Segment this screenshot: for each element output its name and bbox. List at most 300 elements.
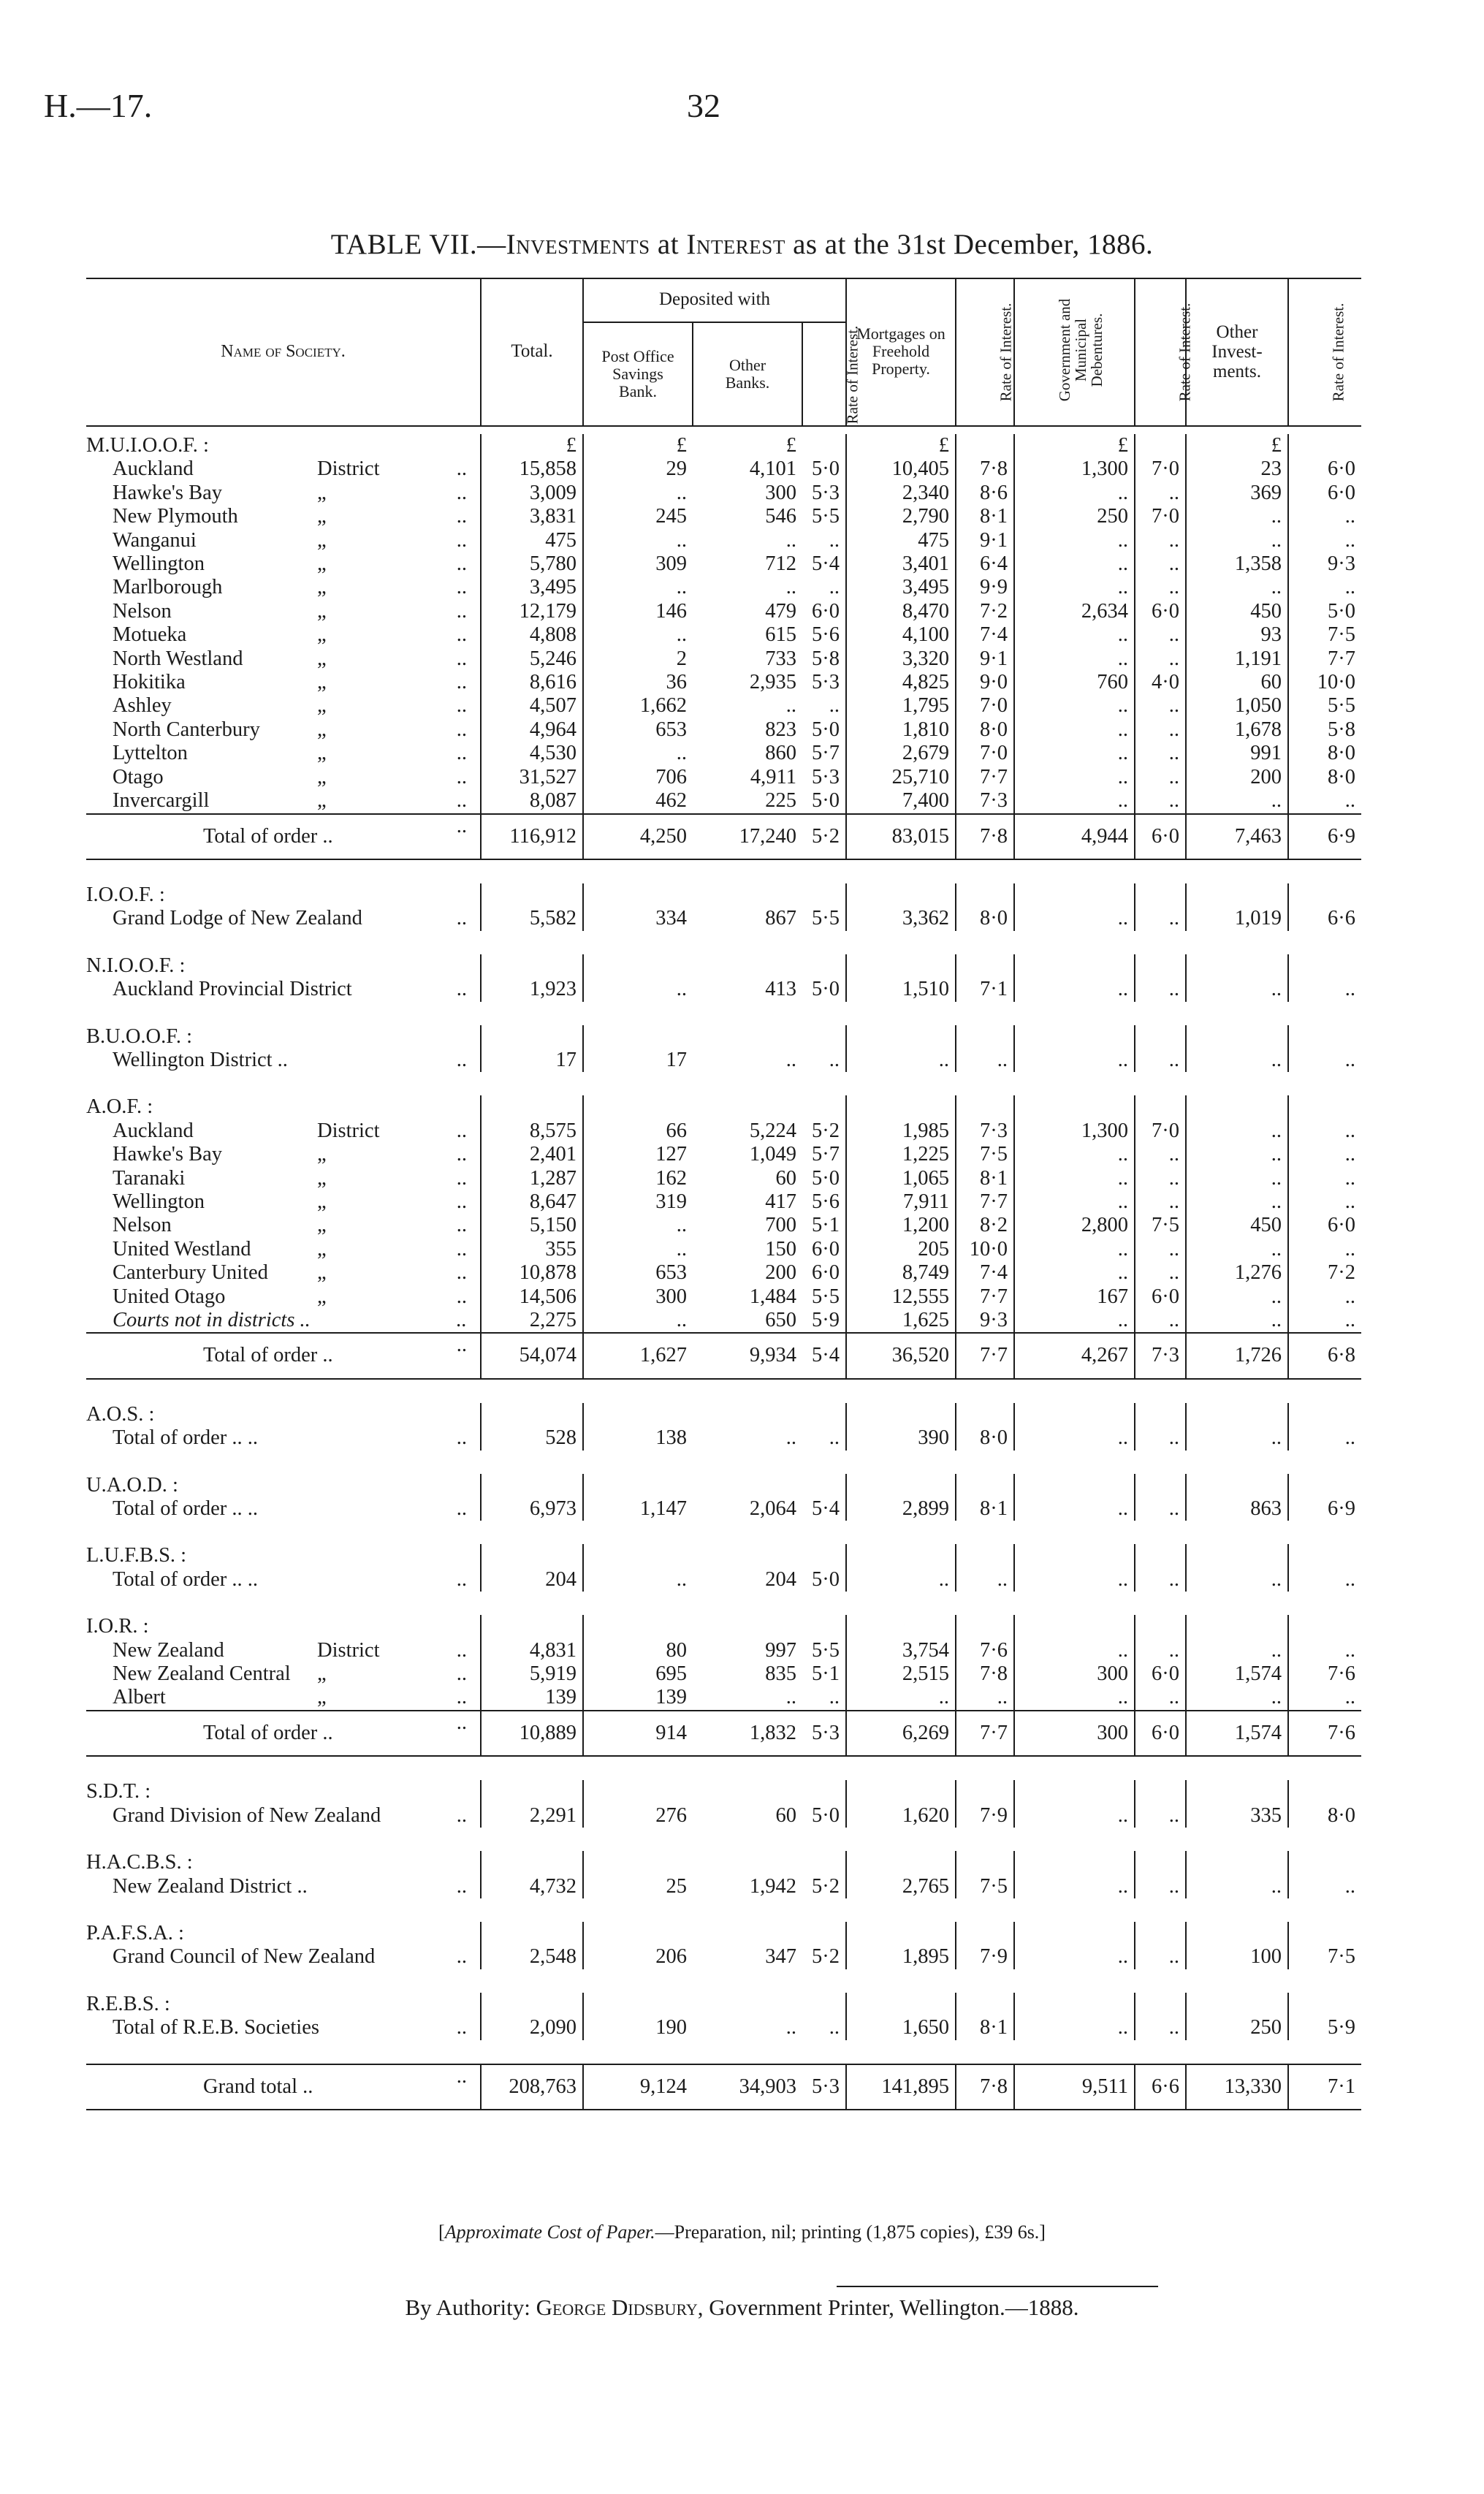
value-cell: 9·1 [956, 529, 1014, 552]
currency-cell: £ [1014, 434, 1135, 457]
value-cell: .. [1014, 1143, 1135, 1166]
value-cell: 5·0 [802, 978, 846, 1001]
col-post-office-header: Post Office Savings Bank. [583, 322, 693, 426]
value-cell: .. [1344, 789, 1355, 813]
value-cell: .. [1344, 1638, 1355, 1662]
value-cell: 7·7 [956, 1285, 1014, 1309]
table-row [86, 1143, 1361, 1166]
value-cell: 8·1 [956, 505, 1014, 528]
value-cell: 7·5 [1135, 1214, 1186, 1237]
value-cell: 7·6 [956, 1639, 1014, 1662]
value-cell: 3,831 [481, 505, 583, 528]
value-cell: 5,582 [481, 907, 583, 930]
row-label: New Zealand Central „ .. [86, 1662, 481, 1686]
group-name: S.D.T. : [86, 1780, 481, 1803]
value-cell: 7·1 [956, 978, 1014, 1001]
value-cell: 5·1 [802, 1662, 846, 1686]
group-header-row [86, 1851, 1361, 1874]
value-cell: .. [802, 1426, 846, 1450]
value-cell: .. [676, 1214, 687, 1237]
value-cell: 8·0 [1328, 765, 1355, 788]
table-row [86, 978, 1361, 1001]
value-cell: 60 [775, 1166, 796, 1190]
value-cell: 14,506 [481, 1285, 583, 1309]
grand-total-cell: 13,330 [1186, 2064, 1288, 2110]
total-cell: 7·6 [1288, 1711, 1361, 1756]
group-name: A.O.F. : [86, 1095, 481, 1119]
value-cell: .. [1344, 576, 1355, 599]
total-cell: 83,015 [846, 814, 956, 859]
value-cell: 205 [846, 1238, 956, 1261]
total-cell: 17,240 [693, 814, 802, 859]
value-cell: .. [1344, 1143, 1355, 1166]
value-cell: 36 [666, 671, 687, 694]
group-header-row [86, 1993, 1361, 2016]
value-cell: 7·2 [1328, 1261, 1355, 1285]
value-cell: 3,495 [846, 576, 956, 599]
row-suffix: „ [317, 1261, 327, 1285]
value-cell: 2,340 [846, 482, 956, 505]
row-label: Auckland District .. [86, 1119, 481, 1143]
value-cell: .. [1135, 978, 1186, 1001]
value-cell: .. [1014, 647, 1135, 671]
col-deposit-rate-header: Rate of Interest. [802, 322, 846, 426]
table-row [86, 671, 1361, 694]
value-cell: .. [676, 481, 687, 504]
value-cell: 1,147 [639, 1497, 687, 1521]
value-cell: 1,019 [1186, 907, 1288, 930]
value-cell: .. [1014, 694, 1135, 718]
value-cell: 3,401 [846, 552, 956, 576]
value-cell: 5·2 [802, 1119, 846, 1143]
value-cell: 200 [765, 1261, 796, 1285]
value-cell: 1,574 [1186, 1662, 1288, 1686]
value-cell: 1,065 [846, 1167, 956, 1190]
total-cell: 116,912 [481, 814, 583, 859]
group-name: R.E.B.S. : [86, 1993, 481, 2016]
value-cell: 9·3 [956, 1309, 1014, 1333]
value-cell: 12,555 [846, 1285, 956, 1309]
value-cell: 334 [655, 907, 687, 930]
value-cell: .. [1014, 529, 1135, 552]
currency-cell: £ [846, 434, 956, 457]
value-cell: 2,291 [481, 1804, 583, 1828]
value-cell: 7·9 [956, 1945, 1014, 1969]
total-cell: 9,934 [693, 1333, 802, 1378]
total-label: Total of order .. .. [86, 1711, 481, 1756]
value-cell: 5·3 [802, 766, 846, 789]
value-cell: .. [1186, 1190, 1288, 1214]
value-cell: .. [1135, 623, 1186, 647]
value-cell: 7·5 [1328, 1945, 1355, 1969]
value-cell: .. [1135, 789, 1186, 813]
value-cell: 706 [655, 765, 687, 788]
value-cell: 1,795 [846, 694, 956, 718]
table-body [86, 434, 1361, 2110]
row-suffix: „ [317, 552, 327, 576]
table-row [86, 600, 1361, 623]
group-name: P.A.F.S.A. : [86, 1922, 481, 1945]
row-suffix: „ [317, 789, 327, 813]
value-cell: 2,634 [1014, 600, 1135, 623]
row-label: New Plymouth „ .. [86, 505, 481, 528]
value-cell: 615 [765, 623, 796, 647]
table-row [86, 576, 1361, 599]
currency-cell: £ [1186, 434, 1288, 457]
group-name: I.O.O.F. : [86, 883, 481, 907]
value-cell: .. [1014, 1686, 1135, 1710]
value-cell: 7·0 [956, 742, 1014, 765]
table-row [86, 907, 1361, 930]
authority-rule [837, 2286, 1158, 2287]
value-cell: .. [1014, 2016, 1135, 2039]
row-label: Auckland Provincial District .. [86, 978, 481, 1001]
row-suffix: „ [317, 576, 327, 599]
value-cell: .. [1186, 978, 1288, 1001]
col-other-invest-header: Other Invest- ments. [1186, 278, 1288, 426]
value-cell: .. [785, 1426, 796, 1450]
value-cell: .. [785, 2016, 796, 2039]
currency-cell [1288, 434, 1361, 457]
row-suffix: „ [317, 505, 327, 528]
value-cell: 162 [655, 1166, 687, 1190]
value-cell: 139 [481, 1686, 583, 1710]
value-cell: .. [802, 529, 846, 552]
value-cell: 823 [765, 718, 796, 741]
total-cell: 5·3 [802, 1711, 846, 1756]
total-cell: 5·2 [802, 814, 846, 859]
value-cell: .. [1186, 1875, 1288, 1898]
value-cell: .. [1014, 907, 1135, 930]
currency-cell: £ [785, 434, 796, 457]
value-cell: 413 [765, 978, 796, 1001]
value-cell: 7·6 [1328, 1662, 1355, 1686]
col-mortgage-rate-header: Rate of Interest. [956, 278, 1014, 426]
value-cell: 8·2 [956, 1214, 1014, 1237]
value-cell: 5·0 [802, 1568, 846, 1592]
value-cell: 7·5 [956, 1875, 1014, 1898]
value-cell: .. [802, 1049, 846, 1072]
value-cell: 7·3 [956, 789, 1014, 813]
row-suffix: „ [317, 1285, 327, 1308]
total-cell: 54,074 [481, 1333, 583, 1378]
currency-cell [802, 434, 846, 457]
total-cell: 7,463 [1186, 814, 1288, 859]
value-cell: .. [1186, 1049, 1288, 1072]
row-label: Auckland District .. [86, 457, 481, 481]
value-cell: .. [1014, 1945, 1135, 1969]
col-name-header: Name of Society. [86, 278, 481, 426]
value-cell: 5·9 [802, 1309, 846, 1333]
currency-cell: £ [481, 434, 583, 457]
table-row [86, 1426, 1361, 1450]
row-suffix: „ [317, 1237, 327, 1261]
row-suffix: „ [317, 1662, 327, 1686]
value-cell: 250 [1014, 505, 1135, 528]
value-cell: 8,749 [846, 1261, 956, 1285]
value-cell: 5·7 [802, 742, 846, 765]
value-cell: 5·0 [802, 789, 846, 813]
value-cell: 1,510 [846, 978, 956, 1001]
row-label: Nelson „ .. [86, 1214, 481, 1237]
table-row [86, 1190, 1361, 1214]
group-name: M.U.I.O.O.F. : [86, 434, 481, 457]
value-cell: 335 [1186, 1804, 1288, 1828]
value-cell: 2,679 [846, 742, 956, 765]
value-cell: .. [1135, 1426, 1186, 1450]
row-suffix: „ [317, 599, 327, 623]
value-cell: 1,484 [749, 1285, 796, 1308]
value-cell: .. [1014, 1309, 1135, 1333]
value-cell: 867 [765, 907, 796, 930]
table-row [86, 623, 1361, 647]
value-cell: 8,647 [481, 1190, 583, 1214]
value-cell: 1,225 [846, 1143, 956, 1166]
value-cell: 6·0 [1135, 1662, 1186, 1686]
value-cell: 4,825 [846, 671, 956, 694]
value-cell: 1,942 [749, 1874, 796, 1898]
value-cell: .. [1135, 482, 1186, 505]
value-cell: 5,246 [481, 647, 583, 671]
value-cell: .. [676, 576, 687, 599]
row-suffix: „ [317, 1143, 327, 1166]
value-cell: 4·0 [1135, 671, 1186, 694]
value-cell: 6·0 [802, 1261, 846, 1285]
value-cell: 1,276 [1186, 1261, 1288, 1285]
value-cell: 546 [765, 505, 796, 528]
value-cell: 450 [1186, 600, 1288, 623]
value-cell: .. [802, 576, 846, 599]
row-label: Taranaki „ .. [86, 1167, 481, 1190]
value-cell: 8·1 [956, 1167, 1014, 1190]
table-row [86, 457, 1361, 481]
value-cell: .. [1186, 505, 1288, 528]
group-header-row [86, 883, 1361, 907]
table-row [86, 1639, 1361, 1662]
value-cell: .. [1135, 1190, 1186, 1214]
table-row [86, 1261, 1361, 1285]
value-cell: 25 [666, 1874, 687, 1898]
value-cell: .. [1014, 1238, 1135, 1261]
value-cell: .. [1135, 647, 1186, 671]
value-cell: .. [1186, 1639, 1288, 1662]
value-cell: 650 [765, 1309, 796, 1331]
table-row [86, 1285, 1361, 1309]
row-label: Nelson „ .. [86, 600, 481, 623]
value-cell: 5·0 [802, 718, 846, 742]
row-label: United Otago „ .. [86, 1285, 481, 1309]
row-suffix: „ [317, 647, 327, 670]
row-label: United Westland „ .. [86, 1238, 481, 1261]
value-cell: 3,495 [481, 576, 583, 599]
value-cell: 139 [655, 1686, 687, 1709]
value-cell: .. [1344, 978, 1355, 1001]
total-label: Total of order .. .. [86, 814, 481, 859]
currency-cell: £ [676, 434, 687, 457]
value-cell: 200 [1186, 766, 1288, 789]
value-cell: 5·0 [1328, 599, 1355, 623]
value-cell: 347 [765, 1945, 796, 1969]
value-cell: .. [1344, 1048, 1355, 1071]
value-cell: 2,935 [749, 671, 796, 694]
page-number: 32 [687, 87, 720, 124]
col-government-header: Government and Municipal Debentures. [1014, 278, 1135, 426]
value-cell: .. [1014, 766, 1135, 789]
row-label: Total of order .. .. .. [86, 1426, 481, 1450]
value-cell: .. [785, 576, 796, 599]
row-suffix: District [317, 457, 380, 481]
value-cell: 5·1 [802, 1214, 846, 1237]
value-cell: 5·5 [802, 505, 846, 528]
value-cell: 1,300 [1014, 1119, 1135, 1143]
table-row [86, 694, 1361, 718]
value-cell: 5·5 [802, 1639, 846, 1662]
value-cell: .. [1014, 1426, 1135, 1450]
value-cell: .. [785, 1048, 796, 1071]
table-row [86, 529, 1361, 552]
value-cell: 5·5 [1328, 694, 1355, 718]
group-name: L.U.F.B.S. : [86, 1544, 481, 1567]
total-cell: 7·7 [956, 1333, 1014, 1378]
footnote: [Approximate Cost of Paper.—Preparation, nil; printing (1,875 copies), £39 6s.] [438, 2221, 1046, 2243]
value-cell: 1,358 [1186, 552, 1288, 576]
value-cell: 127 [655, 1143, 687, 1166]
table-row [86, 1049, 1361, 1072]
value-cell: .. [1344, 1119, 1355, 1142]
value-cell: 5·0 [802, 1167, 846, 1190]
value-cell: .. [1186, 576, 1288, 599]
grand-total-label: Grand total .. .. [86, 2064, 481, 2110]
value-cell: 300 [1014, 1662, 1135, 1686]
value-cell: .. [1135, 1049, 1186, 1072]
value-cell: 860 [765, 742, 796, 765]
value-cell: 1,662 [639, 694, 687, 718]
value-cell: 5·4 [802, 1497, 846, 1521]
value-cell: 1,049 [749, 1143, 796, 1166]
col-total-header: Total. [481, 278, 583, 426]
value-cell: 6·0 [802, 600, 846, 623]
group-header-row [86, 1025, 1361, 1049]
value-cell: 7·4 [956, 623, 1014, 647]
value-cell: .. [1344, 1166, 1355, 1190]
value-cell: 1,050 [1186, 694, 1288, 718]
value-cell: 31,527 [481, 766, 583, 789]
total-cell: 1,627 [583, 1333, 693, 1378]
value-cell: .. [1344, 1309, 1355, 1331]
value-cell: 12,179 [481, 600, 583, 623]
value-cell: .. [1014, 623, 1135, 647]
col-mortgages-header: Mortgages on Freehold Property. [846, 278, 956, 426]
value-cell: 528 [481, 1426, 583, 1450]
value-cell: 138 [655, 1426, 687, 1450]
row-suffix: „ [317, 623, 327, 647]
grand-total-cell: 7·8 [956, 2064, 1014, 2110]
value-cell: 9·3 [1328, 552, 1355, 576]
value-cell: 355 [481, 1238, 583, 1261]
value-cell: 8·0 [1328, 742, 1355, 765]
value-cell: 7·4 [956, 1261, 1014, 1285]
value-cell: 5,780 [481, 552, 583, 576]
value-cell: 5·3 [802, 671, 846, 694]
value-cell: 4,911 [750, 765, 796, 788]
value-cell: .. [1014, 1497, 1135, 1521]
row-label: Wanganui „ .. [86, 529, 481, 552]
value-cell: 10·0 [1317, 671, 1355, 694]
value-cell: 6·0 [1135, 600, 1186, 623]
value-cell: 245 [655, 505, 687, 528]
value-cell: 10,405 [846, 457, 956, 481]
row-label: New Zealand District .. .. [86, 1875, 481, 1898]
value-cell: 17 [481, 1049, 583, 1072]
group-name: N.I.O.O.F. : [86, 954, 481, 978]
table-row [86, 1686, 1361, 1710]
value-cell: .. [1014, 1875, 1135, 1898]
value-cell: 6·9 [1328, 1497, 1355, 1521]
value-cell: .. [1014, 1639, 1135, 1662]
grand-total-cell: 6·6 [1135, 2064, 1186, 2110]
value-cell: 2,275 [481, 1309, 583, 1333]
value-cell: .. [1186, 1426, 1288, 1450]
value-cell: .. [1135, 907, 1186, 930]
value-cell: 2,548 [481, 1945, 583, 1969]
table-row [86, 647, 1361, 671]
total-cell: 1,726 [1186, 1333, 1288, 1378]
value-cell: .. [1344, 505, 1355, 528]
value-cell: 6·0 [1328, 1214, 1355, 1237]
col-government-rate-header: Rate of Interest. [1135, 278, 1186, 426]
total-cell: 1,832 [693, 1711, 802, 1756]
value-cell: 997 [765, 1638, 796, 1662]
group-name: A.O.S. : [86, 1403, 481, 1426]
value-cell: 5·8 [1328, 718, 1355, 741]
value-cell: 8,470 [846, 600, 956, 623]
value-cell: 390 [846, 1426, 956, 1450]
row-label: Marlborough „ .. [86, 576, 481, 599]
group-header-row [86, 1922, 1361, 1945]
group-name: U.A.O.D. : [86, 1474, 481, 1497]
value-cell: 4,101 [749, 457, 796, 481]
row-suffix: „ [317, 1166, 327, 1190]
value-cell: .. [1014, 1568, 1135, 1592]
value-cell: 5·4 [802, 552, 846, 576]
group-header-row [86, 1544, 1361, 1567]
value-cell: 8,575 [481, 1119, 583, 1143]
value-cell: 4,732 [481, 1875, 583, 1898]
value-cell: 5,224 [749, 1119, 796, 1142]
document-code: H.—17. [44, 87, 153, 124]
row-suffix: „ [317, 671, 327, 694]
value-cell: 417 [765, 1190, 796, 1213]
value-cell: 6·0 [1328, 481, 1355, 504]
value-cell: 863 [1186, 1497, 1288, 1521]
row-label: New Zealand District .. [86, 1639, 481, 1662]
value-cell: 5·6 [802, 1190, 846, 1214]
value-cell: 309 [655, 552, 687, 576]
total-label: Total of order .. .. [86, 1333, 481, 1378]
grand-total-cell: 9,124 [583, 2064, 693, 2110]
group-header-row [86, 1095, 1361, 1119]
value-cell: 66 [666, 1119, 687, 1142]
value-cell: 6·6 [1328, 907, 1355, 930]
value-cell: .. [1135, 1143, 1186, 1166]
total-cell: 4,944 [1014, 814, 1135, 859]
value-cell: 8·6 [956, 482, 1014, 505]
table-row [86, 505, 1361, 528]
value-cell: 4,507 [481, 694, 583, 718]
value-cell: 8·0 [956, 718, 1014, 742]
value-cell: 206 [655, 1945, 687, 1969]
row-label: Otago „ .. [86, 766, 481, 789]
